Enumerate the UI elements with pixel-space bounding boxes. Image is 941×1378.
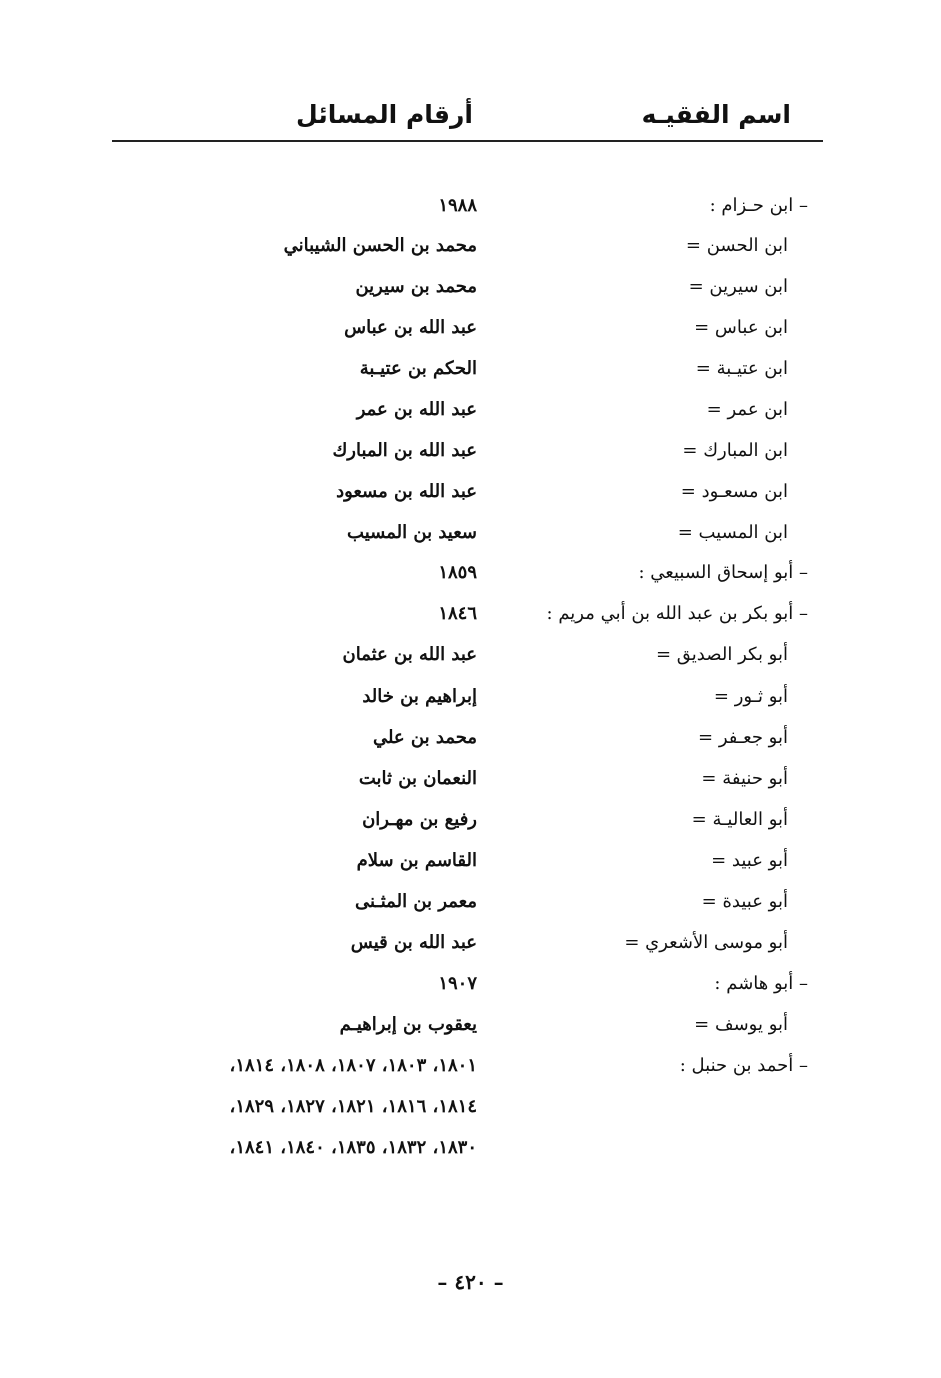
issue-reference: يعقوب بن إبراهيـم: [339, 1014, 477, 1035]
jurist-name: – أبو بكر بن عبد الله بن أبي مريم :: [546, 603, 808, 624]
issue-reference: ١٨١٤، ١٨١٦، ١٨٢١، ١٨٢٧، ١٨٢٩،: [229, 1096, 477, 1117]
index-row: [0, 1009, 941, 1045]
issue-reference: ١٩٠٧: [438, 973, 477, 994]
index-row: [0, 1050, 941, 1086]
index-row: [0, 927, 941, 963]
issue-reference: معمر بن المثـنى: [355, 891, 477, 912]
jurist-name: أبو بكر الصديق =: [655, 644, 788, 665]
jurist-name: أبو عبيد =: [711, 850, 788, 871]
jurist-name: أبو موسى الأشعري =: [624, 932, 788, 953]
issue-reference: محمد بن علي: [372, 727, 477, 748]
issue-reference: عبد الله بن قيس: [350, 932, 477, 953]
jurist-name: أبو حنيفة =: [701, 768, 788, 789]
jurist-name: ابن مسعـود =: [680, 481, 788, 502]
issue-reference: عبد الله بن عثمان: [342, 644, 477, 665]
issue-reference: ١٨٣٠، ١٨٣٢، ١٨٣٥، ١٨٤٠، ١٨٤١،: [229, 1137, 477, 1158]
issue-reference: عبد الله بن عباس: [344, 317, 477, 338]
jurist-name: أبو ثـور =: [713, 686, 788, 707]
index-row: [0, 1132, 941, 1168]
index-row: [0, 557, 941, 593]
jurist-name: أبو العاليـة =: [691, 809, 788, 830]
index-row: [0, 598, 941, 634]
jurist-name: أبو عبيدة =: [701, 891, 788, 912]
index-row: [0, 517, 941, 553]
issue-reference: الحكم بن عتيـبة: [359, 358, 477, 379]
jurist-name: – أبو هاشم :: [714, 973, 808, 994]
index-row: [0, 804, 941, 840]
jurist-name: ابن الحسن =: [685, 235, 788, 256]
header-divider: [112, 140, 823, 142]
index-row: [0, 722, 941, 758]
issue-reference: رفيع بن مهـران: [362, 809, 477, 830]
index-row: [0, 476, 941, 512]
jurist-name: ابن المسيب =: [677, 522, 788, 543]
index-row: [0, 271, 941, 307]
page-number: – ٤٢٠ –: [437, 1270, 504, 1294]
issue-reference: عبد الله بن المبارك: [332, 440, 477, 461]
issue-reference: سعيد بن المسيب: [347, 522, 477, 543]
issue-reference: عبد الله بن مسعود: [336, 481, 477, 502]
index-row: [0, 1091, 941, 1127]
jurist-name: ابن المبارك =: [682, 440, 788, 461]
jurist-name: ابن عمر =: [706, 399, 788, 420]
jurist-name: أبو جعـفر =: [698, 727, 788, 748]
issue-reference: ١٨٠١، ١٨٠٣، ١٨٠٧، ١٨٠٨، ١٨١٤،: [229, 1055, 477, 1076]
index-row: [0, 681, 941, 717]
index-row: [0, 845, 941, 881]
issue-reference: القاسم بن سلام: [356, 850, 477, 871]
index-row: [0, 312, 941, 348]
issue-reference: إبراهيم بن خالد: [362, 686, 477, 707]
index-row: [0, 190, 941, 226]
jurist-name: – ابن حـزام :: [709, 195, 808, 216]
index-row: [0, 886, 941, 922]
issue-reference: ١٨٥٩: [438, 562, 477, 583]
index-row: [0, 394, 941, 430]
jurist-name: – أحمد بن حنبل :: [679, 1055, 808, 1076]
column-header-issue-numbers: أرقام المسائل: [296, 100, 473, 129]
issue-reference: ١٩٨٨: [438, 195, 477, 216]
index-row: [0, 968, 941, 1004]
jurist-name: ابن عباس =: [694, 317, 788, 338]
jurist-name: ابن سيرين =: [688, 276, 788, 297]
issue-reference: عبد الله بن عمر: [356, 399, 477, 420]
issue-reference: النعمان بن ثابت: [358, 768, 477, 789]
index-row: [0, 353, 941, 389]
jurist-name: – أبو إسحاق السبيعي :: [638, 562, 808, 583]
index-row: [0, 763, 941, 799]
index-row: [0, 230, 941, 266]
issue-reference: محمد بن الحسن الشيباني: [283, 235, 477, 256]
issue-reference: ١٨٤٦: [438, 603, 477, 624]
column-header-jurist-name: اسم الفقيـه: [641, 100, 791, 129]
index-row: [0, 639, 941, 675]
issue-reference: محمد بن سيرين: [355, 276, 477, 297]
jurist-name: أبو يوسف =: [694, 1014, 788, 1035]
index-row: [0, 435, 941, 471]
jurist-name: ابن عتيـبة =: [695, 358, 788, 379]
